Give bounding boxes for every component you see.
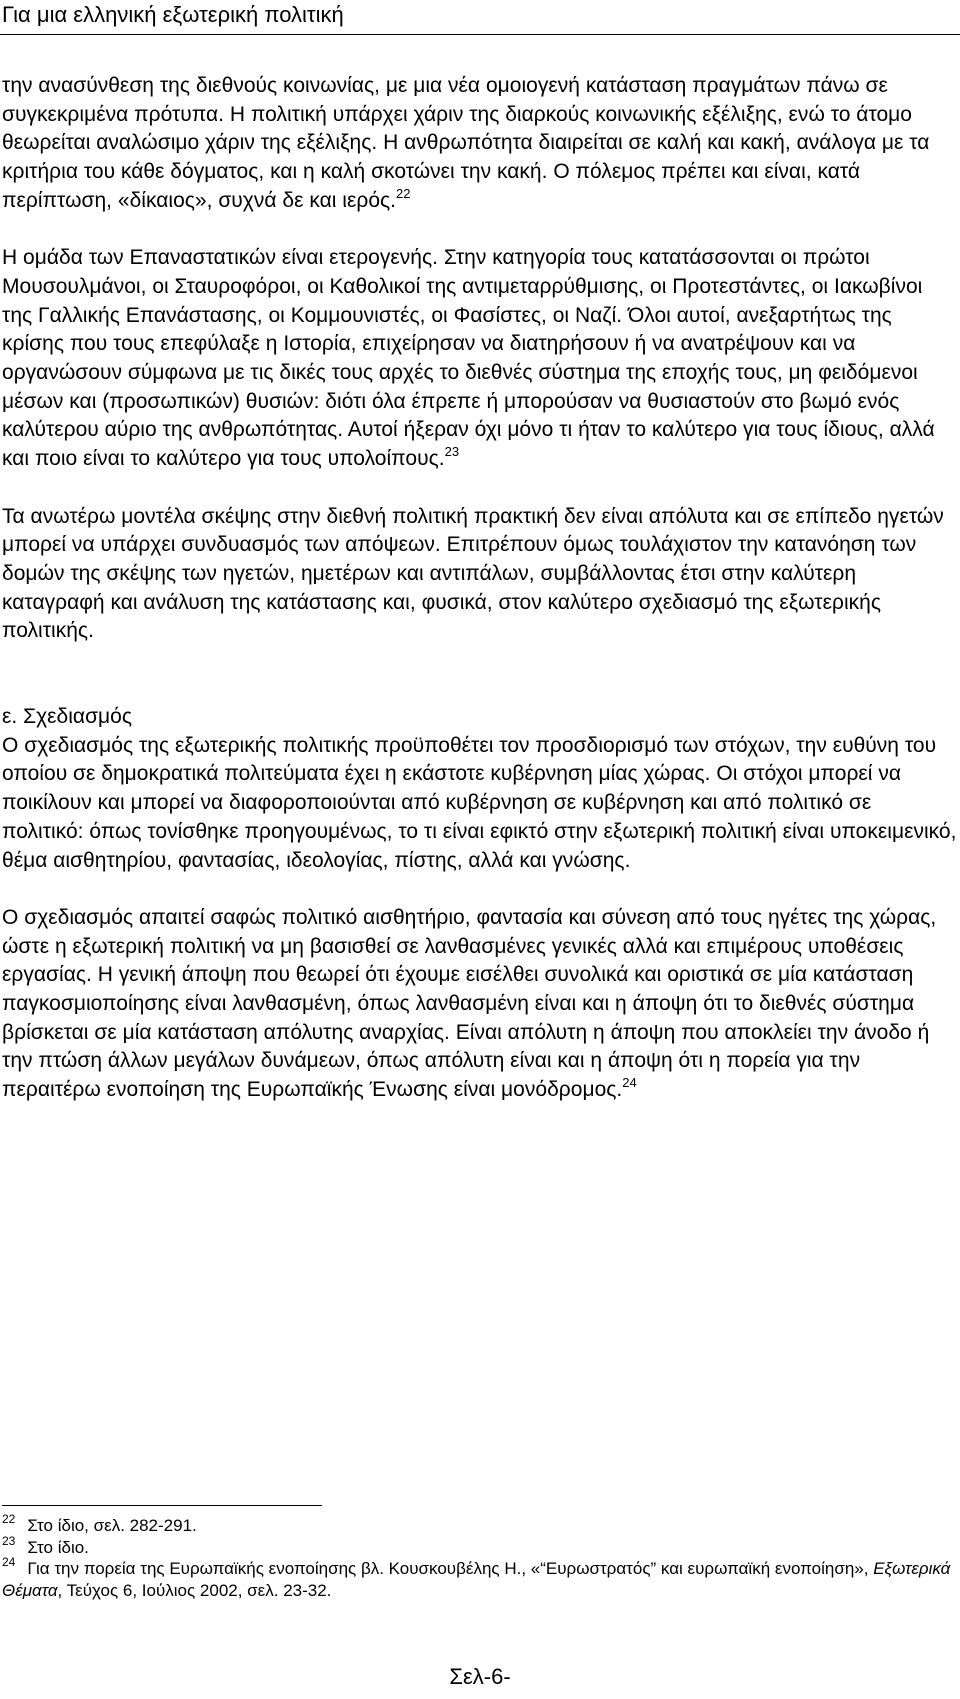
paragraph-3: Τα ανωτέρω μοντέλα σκέψης στην διεθνή πολιτική πρακτική δεν είναι απόλυτα και σε επίπεδο ηγετών μπορεί να υπάρχει συνδυασμός των απόψεων. Επιτρέπουν όμως τουλάχιστον την κατανόηση των δομών της σκέψης των ηγετών, ημετέρων και αντιπάλων, συμβάλλοντας έτσι στην καλύτερη καταγραφή και ανάλυση της κατάστασης και, φυσικά, στον καλύτερο σχεδιασμό της εξωτερικής πολιτικής.	[2, 504, 944, 643]
footnote-24: $^{24}$ Για την πορεία της Ευρωπαϊκής ενοποίησης βλ. Κουσκουβέλης Η., «“Ευρωστρατός” και ευρωπαϊκή ενοποίηση», Εξωτερικά Θέματα, Τεύχος 6, Ιούλιος 2002, σελ. 23-32.	[2, 1555, 951, 1600]
section-heading: ε. Σχεδιασμός	[2, 705, 133, 729]
paragraph-1: την ανασύνθεση της διεθνούς κοινωνίας, με μια νέα ομοιογενή κατάσταση πραγμάτων πάνω σε συγκεκριμένα πρότυπα. Η πολιτική υπάρχει χάριν της διαρκούς κοινωνικής εξέλιξης, ενώ το άτομο θεωρείται αναλώσιμο χάριν της εξέλιξης. Η ανθρωπότητα διαιρείται σε καλή και κακή, ανάλογα με τα κριτήρια του κάθε δόγματος, και η καλή σκοτώνει την κακή. Ο πόλεμος πρέπει και είναι, κατά περίπτωση, «δίκαιος», συχνά δε και ιερός.$^{22}$	[2, 74, 930, 212]
section-paragraph-1: Ο σχεδιασμός της εξωτερικής πολιτικής προϋποθέτει τον προσδιορισμό των στόχων, την ευθύνη του οποίου σε δημοκρατικά πολιτεύματα έχει η εκάστοτε κυβέρνηση μίας χώρας. Οι στόχοι μπορεί να ποικίλουν και μπορεί να διαφοροποιούνται από κυβέρνηση σε κυβέρνηση και από πολιτικό σε πολιτικό: όπως τονίσθηκε προηγουμένως, το τι είναι εφικτό στην εξωτερική πολιτική είναι υποκειμενικό, θέμα αισθητηρίου, φαντασίας, ιδεολογίας, πίστης, αλλά και γνώσης.	[2, 733, 957, 872]
footnote-ref-23[interactable]: 23	[444, 444, 460, 460]
footnote-separator	[2, 1505, 322, 1506]
header-rule	[0, 34, 960, 35]
footnotes	[2, 1512, 958, 1601]
running-header: Για μια ελληνική εξωτερική πολιτική	[2, 2, 344, 27]
body-text	[2, 72, 958, 1105]
page-number: Σελ-6-	[449, 1664, 511, 1689]
footnote-ref-22[interactable]: 22	[396, 185, 411, 201]
section-paragraph-2: Ο σχεδιασμός απαιτεί σαφώς πολιτικό αισθητήριο, φαντασία και σύνεση από τους ηγέτες της χώρας, ώστε η εξωτερική πολιτική να μη βασισθεί σε λανθασμένες γενικές αλλά και επιμέρους υποθέσεις εργασίας. Η γενική άποψη που θεωρεί ότι έχουμε εισέλθει συνολικά και οριστικά σε μία κατάσταση παγκοσμιοποίησης είναι λανθασμένη, όπως λανθασμένη είναι και η άποψη ότι το διεθνές σύστημα βρίσκεται σε μία κατάσταση απόλυτης αναρχίας. Είναι απόλυτη η άποψη που αποκλείει την άνοδο ή την πτώση άλλων μεγάλων δυνάμεων, όπως απόλυτη είναι και η άποψη ότι η πορεία για την περαιτέρω ενοποίηση της Ευρωπαϊκής Ένωσης είναι μονόδρομος.$^{24}$	[2, 905, 937, 1102]
footnote-23: $^{23}$ Στο ίδιο.	[2, 1533, 89, 1557]
footnote-22: $^{22}$ Στο ίδιο, σελ. 282-291.	[2, 1512, 197, 1535]
paragraph-2: Η ομάδα των Επαναστατικών είναι ετερογενής. Στην κατηγορία τους κατατάσσονται οι πρώτοι Μουσουλμάνοι, οι Σταυροφόροι, οι Καθολικοί της αντιμεταρρύθμισης, οι Προτεστάντες, οι Ιακωβίνοι της Γαλλικής Επανάστασης, οι Κομμουνιστές, οι Φασίστες, οι Ναζί. Όλοι αυτοί, ανεξαρτήτως της κρίσης που τους επεφύλαξε η Ιστορία, επιχείρησαν να διατηρήσουν ή να ανατρέψουν και να οργανώσουν σύμφωνα με τις δικές τους αρχές το διεθνές σύστημα της εποχής τους, μη φειδόμενοι μέσων και (προσωπικών) θυσιών: διότι όλα έπρεπε ή μπορούσαν να θυσιαστούν στο βωμό ενός καλύτερου αύριο της ανθρωπότητας. Αυτοί ήξεραν όχι μόνο τι ήταν το καλύτερο για τους ίδιους, αλλά και ποιο είναι το καλύτερο για τους υπολοίπους.$^{23}$	[2, 246, 935, 471]
footnote-ref-24[interactable]: 24	[622, 1075, 637, 1091]
